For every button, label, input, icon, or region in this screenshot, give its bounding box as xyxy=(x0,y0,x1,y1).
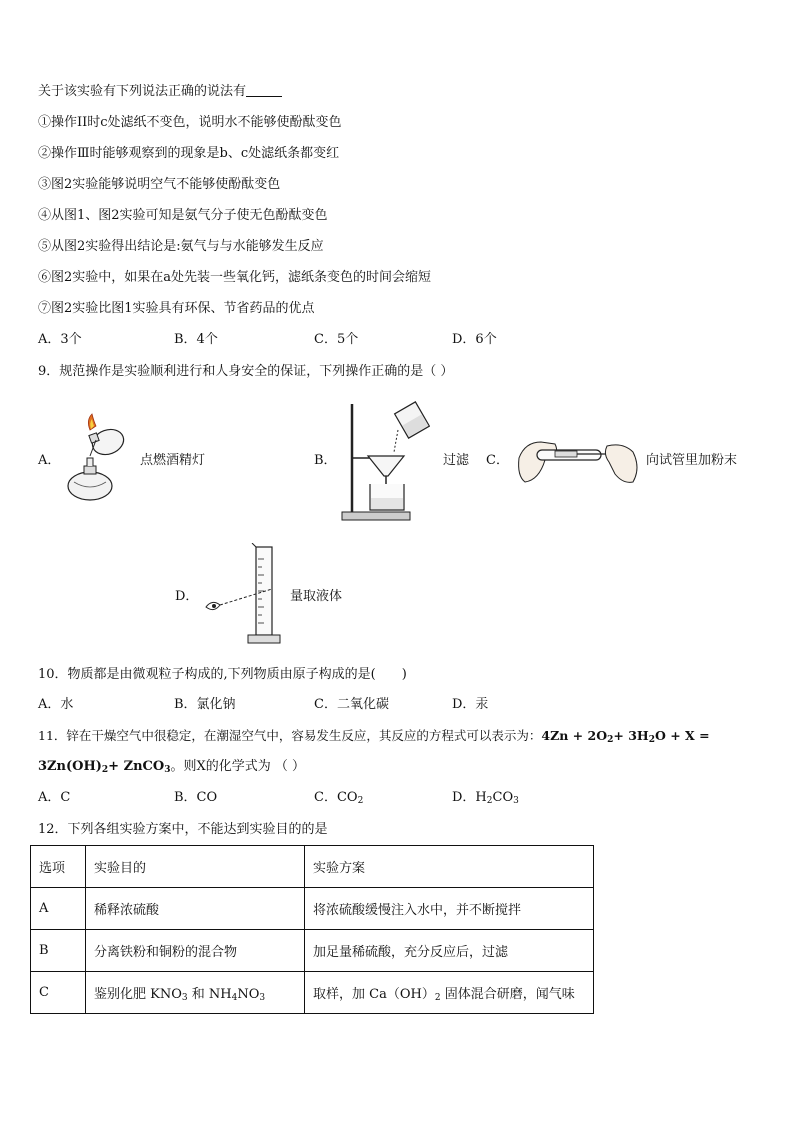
alcohol-lamp-figure xyxy=(60,412,140,508)
q11-stem-line2: $3Zn(OH)_2+$ ZnCO$_3$。则X的化学式为 （ ） xyxy=(38,759,305,775)
statement-5: ⑤从图2实验得出结论是:氨气与与水能够发生反应 xyxy=(38,239,324,254)
answer-blank xyxy=(246,82,282,97)
statement-1: ①操作II时c处滤纸不变色，说明水不能够使酚酞变色 xyxy=(38,115,342,130)
q9-option-d-letter: D． xyxy=(175,589,199,604)
q11-stem-line1: 11．锌在干燥空气中很稳定，在潮湿空气中，容易发生反应，其反应的方程式可以表示为：$4Zn + 2O_2+ 3H_2O + X$ = xyxy=(38,728,710,745)
q9-option-b-caption: 过滤 xyxy=(443,453,470,468)
q12-stem: 12．下列各组实验方案中，不能达到实验目的的是 xyxy=(38,822,328,837)
table-cell: C xyxy=(31,972,86,1014)
table-cell: A xyxy=(31,888,86,930)
q10-option-b: B．氯化钠 xyxy=(174,697,236,712)
table-header-cell: 实验方案 xyxy=(305,846,594,888)
q10-option-c: C．二氧化碳 xyxy=(314,697,389,712)
test-tube-powder-figure xyxy=(515,428,643,492)
table-header-cell: 实验目的 xyxy=(86,846,305,888)
table-cell: 鉴别化肥 $KNO_3$ 和 $NH_4NO_3$ xyxy=(86,972,305,1014)
q9-option-a-caption: 点燃酒精灯 xyxy=(140,453,206,468)
table-row xyxy=(31,930,594,972)
statement-6: ⑥图2实验中，如果在a处先装一些氧化钙，滤纸条变色的时间会缩短 xyxy=(38,270,432,285)
table-row xyxy=(31,972,594,1014)
q11-option-c: C．$CO_2$ xyxy=(314,790,364,806)
table-cell: 将浓硫酸缓慢注入水中，并不断搅拌 xyxy=(305,888,594,930)
statement-2: ②操作Ⅲ时能够观察到的现象是b、c处滤纸条都变红 xyxy=(38,146,340,161)
statement-7: ⑦图2实验比图1实验具有环保、节省药品的优点 xyxy=(38,301,315,316)
q10-stem: 10．物质都是由微观粒子构成的,下列物质由原子构成的是( ) xyxy=(38,667,407,682)
q9-option-c-caption: 向试管里加粉末 xyxy=(646,453,738,468)
table-cell: 分离铁粉和铜粉的混合物 xyxy=(86,930,305,972)
table-cell: 取样，加 $Ca(OH)_2$ 固体混合研磨，闻气味 xyxy=(305,972,594,1014)
q8-option-c: C．5个 xyxy=(314,332,359,347)
table-header-row xyxy=(31,846,594,888)
table-cell: 加足量稀硫酸，充分反应后，过滤 xyxy=(305,930,594,972)
table-row xyxy=(31,888,594,930)
q8-option-a: A．3个 xyxy=(38,332,82,347)
measuring-cylinder-figure xyxy=(202,543,286,647)
q9-stem: 9．规范操作是实验顺利进行和人身安全的保证，下列操作正确的是（ ） xyxy=(38,364,454,379)
q11-option-a: A．C xyxy=(38,790,71,805)
table-cell: 稀释浓硫酸 xyxy=(86,888,305,930)
q10-option-a: A．水 xyxy=(38,697,74,712)
q12-table xyxy=(30,845,594,1014)
q9-option-b-letter: B． xyxy=(314,453,337,468)
q11-option-d: D．$H_2CO_3$ xyxy=(452,790,519,806)
q11-option-b: B．CO xyxy=(174,790,218,805)
statement-4: ④从图1、图2实验可知是氨气分子使无色酚酞变色 xyxy=(38,208,328,223)
q9-option-a-letter: A． xyxy=(38,453,61,468)
q9-option-d-caption: 量取液体 xyxy=(290,589,343,604)
table-header-cell: 选项 xyxy=(31,846,86,888)
q10-option-d: D．汞 xyxy=(452,697,489,712)
q8-option-d: D．6个 xyxy=(452,332,497,347)
filtration-figure xyxy=(340,400,430,522)
q9-option-c-letter: C． xyxy=(486,453,509,468)
q8-option-b: B．4个 xyxy=(174,332,218,347)
q8-intro: 关于该实验有下列说法正确的说法有 xyxy=(38,82,282,101)
table-cell: B xyxy=(31,930,86,972)
statement-3: ③图2实验能够说明空气不能够使酚酞变色 xyxy=(38,177,281,192)
